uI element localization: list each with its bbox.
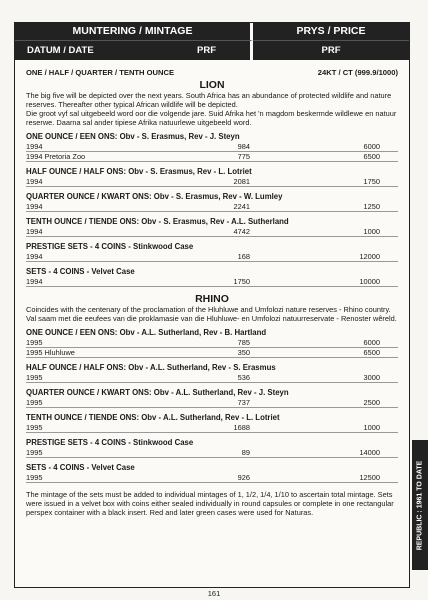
table-row — [26, 277, 398, 287]
row-price: 2500 — [363, 398, 380, 407]
row-label: 1995 — [26, 448, 43, 457]
coin-group-title: SETS - 4 COINS - Velvet Case — [26, 267, 135, 276]
coin-group-title: TENTH OUNCE / TIENDE ONS: Obv - S. Erasmus, Rev - A.L. Sutherland — [26, 217, 289, 226]
row-price: 6000 — [363, 142, 380, 151]
row-price: 12000 — [359, 252, 380, 261]
date-prf-header — [15, 40, 253, 60]
price-column-header: PRYS / PRICE — [253, 23, 409, 40]
coin-sizes: ONE / HALF / QUARTER / TENTH OUNCE — [26, 68, 175, 77]
row-price: 14000 — [359, 448, 380, 457]
coin-group — [26, 438, 398, 458]
prf-mintage-header: PRF — [197, 45, 216, 56]
row-mintage: 1688 — [233, 423, 250, 432]
header-row-top — [15, 23, 409, 40]
coin-group-title: ONE OUNCE / EEN ONS: Obv - A.L. Sutherland, Rev - B. Hartland — [26, 328, 267, 337]
row-label: 1994 Pretoria Zoo — [26, 152, 86, 161]
row-price: 3000 — [363, 373, 380, 382]
row-mintage: 1750 — [233, 277, 250, 286]
description-afrikaans: Die groot vyf sal uitgebeeld word oor die volgende jare. Suid Afrika het 'n magdom beskermde wildlewe en natuur reserwe. Daarna sal ander tipiese Afrika natuurlewe uitgebeeld word. — [26, 109, 397, 127]
coin-group-title: ONE OUNCE / EEN ONS: Obv - S. Erasmus, Rev - J. Steyn — [26, 132, 240, 141]
table-row — [26, 252, 398, 262]
page-number: 161 — [207, 589, 221, 598]
coin-group-title: PRESTIGE SETS - 4 COINS - Stinkwood Case — [26, 438, 194, 447]
coin-group — [26, 463, 398, 483]
table-row — [26, 227, 398, 237]
coin-group — [26, 328, 398, 358]
row-label: 1994 — [26, 177, 43, 186]
table-row — [26, 448, 398, 458]
lion-section — [26, 81, 398, 287]
footnote: The mintage of the sets must be added to individual mintages of 1, 1/2, 1/4, 1/10 to ascertain total mintage. Sets were issued in a velvet box with coins either sealed individually in round capsules or complete in one rectangular perspex container with a black insert. Red and later green cases were used for Naturas. — [26, 490, 394, 517]
table-row — [26, 398, 398, 408]
row-price: 12500 — [359, 473, 380, 482]
rhino-section — [26, 295, 398, 483]
row-price: 10000 — [359, 277, 380, 286]
coin-group — [26, 242, 398, 262]
row-label: 1994 — [26, 227, 43, 236]
table-row — [26, 348, 398, 358]
table-row — [26, 142, 398, 152]
row-label: 1995 — [26, 398, 43, 407]
row-mintage: 2081 — [233, 177, 250, 186]
lion-coin-groups — [26, 132, 398, 287]
coin-group-title: HALF OUNCE / HALF ONS: Obv - A.L. Sutherland, Rev - S. Erasmus — [26, 363, 276, 372]
table-row — [26, 202, 398, 212]
row-mintage: 775 — [237, 152, 250, 161]
row-label: 1995 — [26, 373, 43, 382]
row-price: 6500 — [363, 348, 380, 357]
coin-group — [26, 217, 398, 237]
table-row — [26, 177, 398, 187]
section-title: LION — [199, 79, 225, 91]
description-afrikaans: Val saam met die eeufees van die proklamasie van die Hluhluwe- en Umfolozi natuurreservate - Renoster wêreld. — [26, 314, 397, 323]
catalogue-page-frame — [14, 22, 410, 588]
table-row — [26, 473, 398, 483]
coin-group-title: TENTH OUNCE / TIENDE ONS: Obv - A.L. Sutherland, Rev - L. Lotriet — [26, 413, 280, 422]
section-title: RHINO — [195, 293, 229, 305]
row-label: 1994 — [26, 202, 43, 211]
row-label: 1994 — [26, 142, 43, 151]
description-english: The big five will be depicted over the next years. South Africa has an abundance of protected wildlife and nature reserves. Thereafter other typical African wildlife will be depicted. — [26, 91, 392, 109]
prf-price-header: PRF — [253, 40, 409, 60]
table-row — [26, 373, 398, 383]
coin-group — [26, 132, 398, 162]
row-label: 1995 — [26, 423, 43, 432]
rhino-coin-groups — [26, 328, 398, 483]
row-label: 1995 Hluhluwe — [26, 348, 75, 357]
table-row — [26, 423, 398, 433]
row-mintage: 4742 — [233, 227, 250, 236]
table-row — [26, 338, 398, 348]
date-column-header: DATUM / DATE — [27, 45, 94, 56]
row-label: 1995 — [26, 338, 43, 347]
description-english: Coincides with the centenary of the proclamation of the Hluhluwe and Umfolozi nature reserves - Rhino country. — [26, 305, 391, 314]
coin-group — [26, 388, 398, 408]
row-mintage: 737 — [237, 398, 250, 407]
row-price: 1000 — [363, 227, 380, 236]
row-mintage: 89 — [241, 448, 250, 457]
coin-group — [26, 363, 398, 383]
row-mintage: 926 — [237, 473, 250, 482]
coin-group — [26, 267, 398, 287]
row-mintage: 2241 — [233, 202, 250, 211]
page-content — [15, 60, 409, 517]
row-mintage: 785 — [237, 338, 250, 347]
coin-group-title: QUARTER OUNCE / KWART ONS: Obv - A.L. Sutherland, Rev - J. Steyn — [26, 388, 289, 397]
mintage-column-header: MUNTERING / MINTAGE — [15, 23, 253, 40]
row-label: 1994 — [26, 277, 43, 286]
specification-line — [26, 68, 398, 77]
side-tab — [412, 440, 428, 570]
coin-group-title: PRESTIGE SETS - 4 COINS - Stinkwood Case — [26, 242, 194, 251]
coin-group-title: HALF OUNCE / HALF ONS: Obv - S. Erasmus, Rev - L. Lotriet — [26, 167, 252, 176]
row-price: 1750 — [363, 177, 380, 186]
row-mintage: 168 — [237, 252, 250, 261]
table-row — [26, 152, 398, 162]
coin-group — [26, 167, 398, 187]
row-mintage: 984 — [237, 142, 250, 151]
row-label: 1995 — [26, 473, 43, 482]
coin-group — [26, 192, 398, 212]
side-tab-label: REPUBLIC : 1961 TO DATE — [416, 460, 424, 550]
coin-group-title: SETS - 4 COINS - Velvet Case — [26, 463, 135, 472]
coin-group — [26, 413, 398, 433]
row-mintage: 536 — [237, 373, 250, 382]
row-price: 6500 — [363, 152, 380, 161]
row-label: 1994 — [26, 252, 43, 261]
row-price: 1250 — [363, 202, 380, 211]
header-row-bottom — [15, 40, 409, 60]
row-mintage: 350 — [237, 348, 250, 357]
row-price: 6000 — [363, 338, 380, 347]
gold-purity: 24KT / CT (999.9/1000) — [317, 68, 398, 77]
row-price: 1000 — [363, 423, 380, 432]
coin-group-title: QUARTER OUNCE / KWART ONS: Obv - S. Erasmus, Rev - W. Lumley — [26, 192, 283, 201]
